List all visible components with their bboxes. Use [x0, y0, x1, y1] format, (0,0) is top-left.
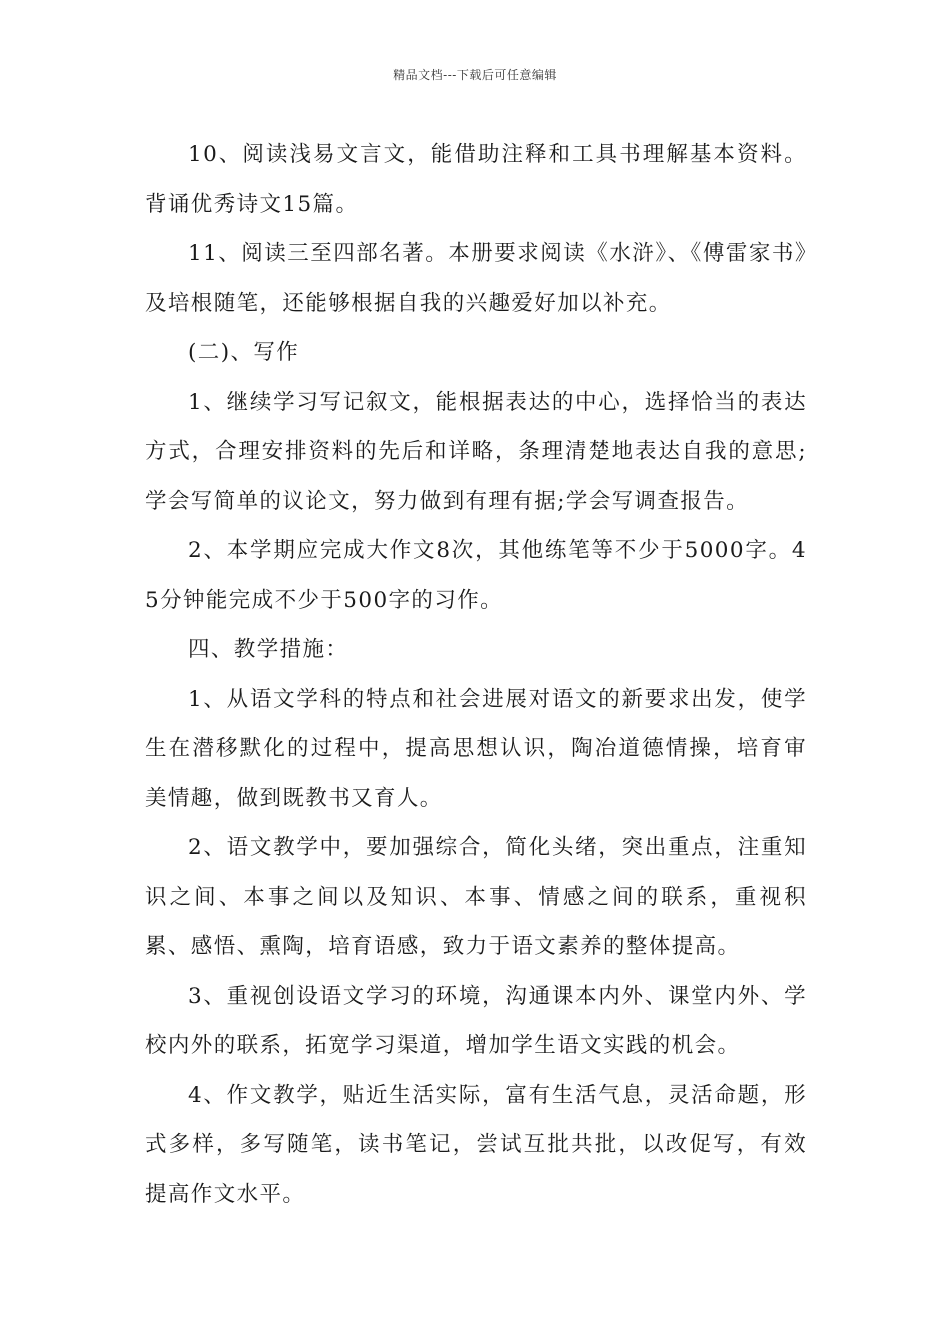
section-heading-writing: (二)、写作: [188, 340, 300, 365]
paragraph-measure-2: 2、语文教学中，要加强综合，简化头绪，突出重点，注重知识之间、本事之间以及知识、本事、情感之间的联系，重视积累、感悟、熏陶，培育语感，致力于语文素养的整体提高。: [145, 835, 807, 959]
paragraph-writing-narrative: 1、继续学习写记叙文，能根据表达的中心，选择恰当的表达方式，合理安排资料的先后和详略，条理清楚地表达自我的意思;学会写简单的议论文，努力做到有理有据;学会写调查报告。: [145, 389, 807, 514]
paragraph-measure-4: 4、作文教学，贴近生活实际，富有生活气息，灵活命题，形式多样，多写随笔，读书笔记，尝试互批共批，以改促写，有效提高作文水平。: [145, 1082, 807, 1207]
paragraph-measure-1: 1、从语文学科的特点和社会进展对语文的新要求出发，使学生在潜移默化的过程中，提高思想认识，陶冶道德情操，培育审美情趣，做到既教书又育人。: [145, 686, 807, 811]
paragraph-reading-classics: 11、阅读三至四部名著。本册要求阅读《水浒》、《傅雷家书》及培根随笔，还能够根据自我的兴趣爱好加以补充。: [145, 241, 807, 316]
document-body: [145, 130, 807, 1219]
page-header: 精品文档---下载后可任意编辑: [393, 68, 557, 82]
paragraph-writing-count: 2、本学期应完成大作文8次，其他练笔等不少于5000字。45分钟能完成不少于500字的习作。: [145, 538, 807, 613]
paragraph-measure-3: 3、重视创设语文学习的环境，沟通课本内外、课堂内外、学校内外的联系，拓宽学习渠道，增加学生语文实践的机会。: [145, 983, 807, 1058]
paragraph-reading-classical: 10、阅读浅易文言文，能借助注释和工具书理解基本资料。背诵优秀诗文15篇。: [145, 142, 807, 217]
section-heading-teaching-measures: 四、教学措施：: [188, 637, 349, 662]
